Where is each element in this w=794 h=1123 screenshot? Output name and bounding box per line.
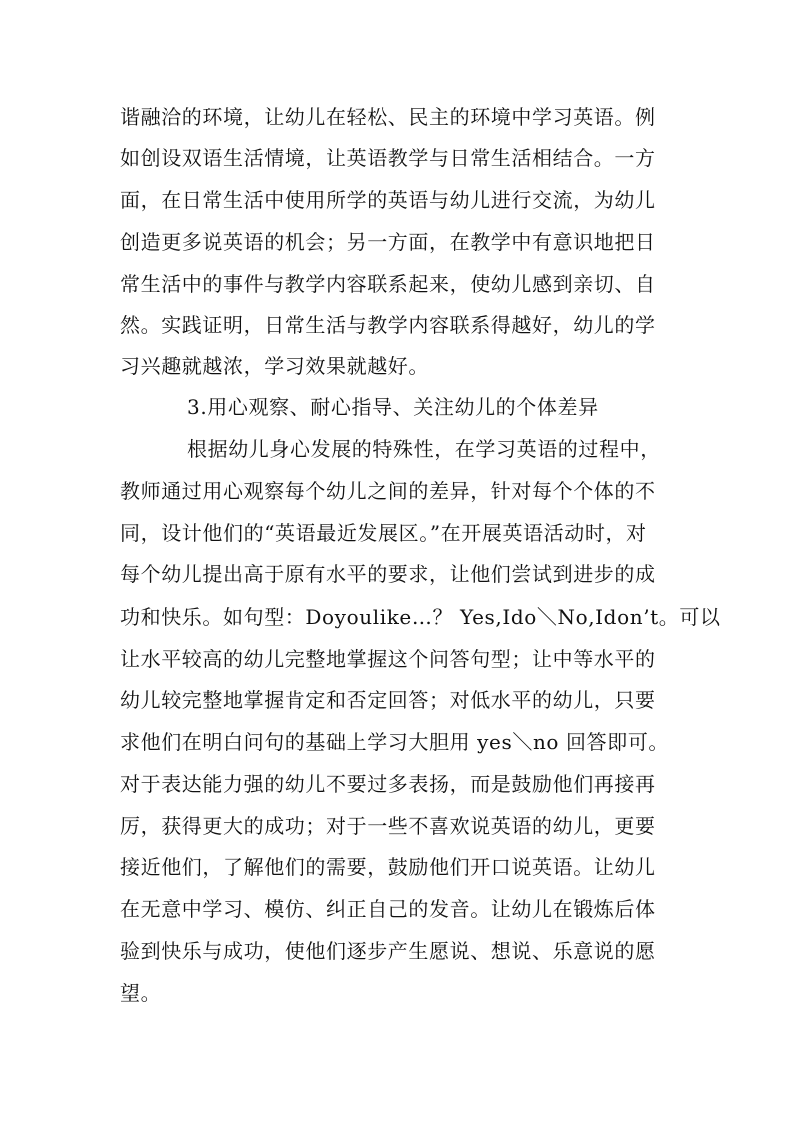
text-line: 创造更多说英语的机会；另一方面，在教学中有意识地把日 bbox=[120, 230, 656, 254]
text-line: 然。实践证明，日常生活与教学内容联系得越好，幼儿的学 bbox=[120, 313, 656, 337]
text-line: 望。 bbox=[120, 981, 162, 1005]
text-line: 让水平较高的幼儿完整地掌握这个问答句型；让中等水平的 bbox=[120, 647, 656, 671]
text-line: 幼儿较完整地掌握肯定和否定回答；对低水平的幼儿，只要 bbox=[120, 688, 656, 712]
text-line: 面，在日常生活中使用所学的英语与幼儿进行交流，为幼儿 bbox=[120, 188, 656, 212]
text-line: 功和快乐。如句型：Doyoulike…？ Yes,Ido＼No,Idon’t。可以 bbox=[120, 605, 721, 629]
text-line: 验到快乐与成功，使他们逐步产生愿说、想说、乐意说的愿 bbox=[120, 939, 656, 963]
paragraph-first-line: 根据幼儿身心发展的特殊性，在学习英语的过程中， bbox=[187, 437, 661, 461]
text-line: 常生活中的事件与教学内容联系起来，使幼儿感到亲切、自 bbox=[120, 272, 656, 296]
text-line: 教师通过用心观察每个幼儿之间的差异，针对每个个体的不 bbox=[120, 479, 656, 503]
text-line: 谐融洽的环境，让幼儿在轻松、民主的环境中学习英语。例 bbox=[120, 105, 656, 129]
text-line: 接近他们，了解他们的需要，鼓励他们开口说英语。让幼儿 bbox=[120, 855, 656, 879]
text-line: 同，设计他们的“英语最近发展区。”在开展英语活动时，对 bbox=[120, 521, 647, 545]
section-heading: 3.用心观察、耐心指导、关注幼儿的个体差异 bbox=[187, 395, 599, 419]
text-line: 厉，获得更大的成功；对于一些不喜欢说英语的幼儿，更要 bbox=[120, 814, 656, 838]
text-line: 求他们在明白问句的基础上学习大胆用 yes＼no 回答即可。 bbox=[120, 730, 670, 754]
text-line: 每个幼儿提出高于原有水平的要求，让他们尝试到进步的成 bbox=[120, 562, 656, 586]
text-line: 在无意中学习、模仿、纠正自己的发音。让幼儿在锻炼后体 bbox=[120, 897, 656, 921]
text-line: 习兴趣就越浓，学习效果就越好。 bbox=[120, 354, 429, 378]
text-line: 如创设双语生活情境，让英语教学与日常生活相结合。一方 bbox=[120, 146, 656, 170]
text-line: 对于表达能力强的幼儿不要过多表扬，而是鼓励他们再接再 bbox=[120, 772, 656, 796]
